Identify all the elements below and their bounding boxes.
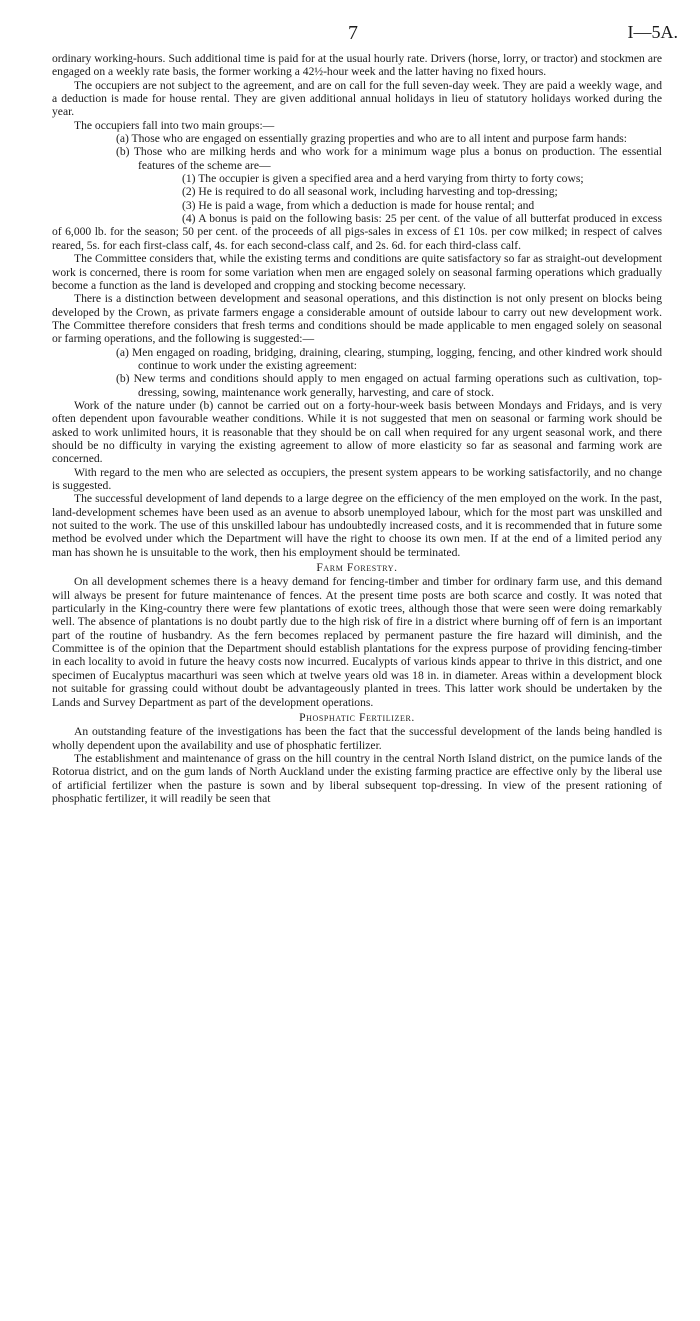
paragraph: ordinary working-hours. Such additional time is paid for at the usual hourly rate. Drivers (horse, lorry, or tractor) and stockmen are engaged on a weekly rate basis, the former working a 42½-hour week and the latter having no fixed hours. — [52, 52, 662, 79]
page-header — [0, 22, 700, 46]
scheme-item: (2) He is required to do all seasonal work, including harvesting and top-dressing; — [182, 185, 558, 199]
paragraph: The occupiers are not subject to the agreement, and are on call for the full seven-day week. They are paid a weekly wage, and a deduction is made for house rental. They are given additional annual holidays in lieu of statutory holidays worked during the year. — [52, 78, 662, 119]
section-heading: Farm Forestry. — [316, 561, 398, 575]
document-body — [52, 52, 662, 805]
scheme-item: (1) The occupier is given a specified area and a herd varying from thirty to forty cows; — [182, 172, 584, 186]
paragraph: With regard to the men who are selected as occupiers, the present system appears to be working satisfactorily, and no change is suggested. — [52, 465, 662, 492]
document-reference: I—5A. — [627, 22, 678, 42]
paragraph: The successful development of land depends to a large degree on the efficiency of the men employed on the work. In the past, land-development schemes have been used as an avenue to absorb unemployed labour, which for the most part was unskilled and not suited to the work. The use of this unskilled labour has undoubtedly increased costs, and it is recommended that in future some method be evolved under which the Department will have the right to choose its own men. If at the end of a limited period any man has shown he is unsuitable to the work, then his employment should be terminated. — [52, 492, 662, 559]
paragraph: Work of the nature under (b) cannot be carried out on a forty-hour-week basis between Mondays and Fridays, and is very often dependent upon favourable weather conditions. While it is not suggested that men on seasonal or farming work should be asked to work unlimited hours, it is reasonable that they should be on call when required for any urgent seasonal work, and there should be no difficulty in varying the existing agreement to allow of more elasticity so far as seasonal and farming work are concerned. — [52, 398, 662, 466]
list-item: (b) New terms and conditions should apply to men engaged on actual farming operations such as cultivation, top-dressing, sowing, maintenance work generally, harvesting, and care of stock. — [116, 372, 662, 399]
section-heading: Phosphatic Fertilizer. — [299, 710, 415, 724]
scheme-item: (4) A bonus is paid on the following basis: 25 per cent. of the value of all butterfat produced in excess of 6,000 lb. for the season; 50 per cent. of the proceeds of all pigs-sales in excess of £1 10s. per cow milked; in respect of calves reared, 5s. for each first-class calf, 4s. for each second-class calf, and 2s. 6d. for each third-class calf. — [52, 212, 662, 252]
page-number: 7 — [348, 22, 358, 44]
list-item: (a) Men engaged on roading, bridging, draining, clearing, stumping, logging, fencing, and other kindred work should continue to work under the existing agreement: — [116, 345, 662, 372]
list-item: (b) Those who are milking herds and who work for a minimum wage plus a bonus on production. The essential features of the scheme are— — [116, 145, 662, 172]
paragraph: The establishment and maintenance of grass on the hill country in the central North Island district, on the pumice lands of the Rotorua district, and on the gum lands of North Auckland under the existing farming practice are effective only by the liberal use of artificial fertilizer when the pasture is sown and by liberal subsequent top-dressing. In view of the present rationing of phosphatic fertilizer, it will readily be seen that — [52, 751, 662, 805]
paragraph: An outstanding feature of the investigations has been the fact that the successful development of the lands being handled is wholly dependent upon the availability and use of phosphatic fertilizer. — [52, 725, 662, 752]
paragraph: The occupiers fall into two main groups:— — [74, 118, 275, 132]
list-item: (a) Those who are engaged on essentially grazing properties and who are to all intent and purpose farm hands: — [116, 132, 628, 146]
paragraph: There is a distinction between development and seasonal operations, and this distinction is not only present on blocks being developed by the Crown, as private farmers engage a considerable amount of outside labour to carry out new development work. The Committee therefore considers that fresh terms and conditions should be made applicable to men engaged solely on seasonal or farming operations, and the following is suggested:— — [52, 292, 662, 346]
paragraph: On all development schemes there is a heavy demand for fencing-timber and timber for ordinary farm use, and this demand will always be present for future maintenance of fences. At the present time posts are both scarce and costly. It was noted that particularly in the King-country there were few plantations of exotic trees, although those that were seen were doing remarkably well. The absence of plantations is no doubt partly due to the high risk of fire in a district where burning off of fern is an important part of the routine of husbandry. As the fern becomes replaced by permanent pasture the fire hazard will diminish, and the Committee is of the opinion that the Department should establish plantations for the express purpose of providing fencing-timber in each locality to avoid in future the heavy costs now incurred. Eucalypts of various kinds appear to thrive in this district, and one specimen of Eucalyptus macarthuri was seen which at twelve years old was 18 in. in diameter. Areas within a development block not suitable for grassing could without doubt be advantageously planted in trees. This latter work should be undertaken by the Lands and Survey Department as part of the development operations. — [52, 575, 662, 709]
scheme-item: (3) He is paid a wage, from which a deduction is made for house rental; and — [182, 198, 535, 212]
paragraph: The Committee considers that, while the existing terms and conditions are quite satisfactory so far as straight-out development work is concerned, there is room for some variation when men are engaged solely on seasonal farming operations which gradually become a function as the land is developed and cropping and stocking become necessary. — [52, 252, 662, 292]
